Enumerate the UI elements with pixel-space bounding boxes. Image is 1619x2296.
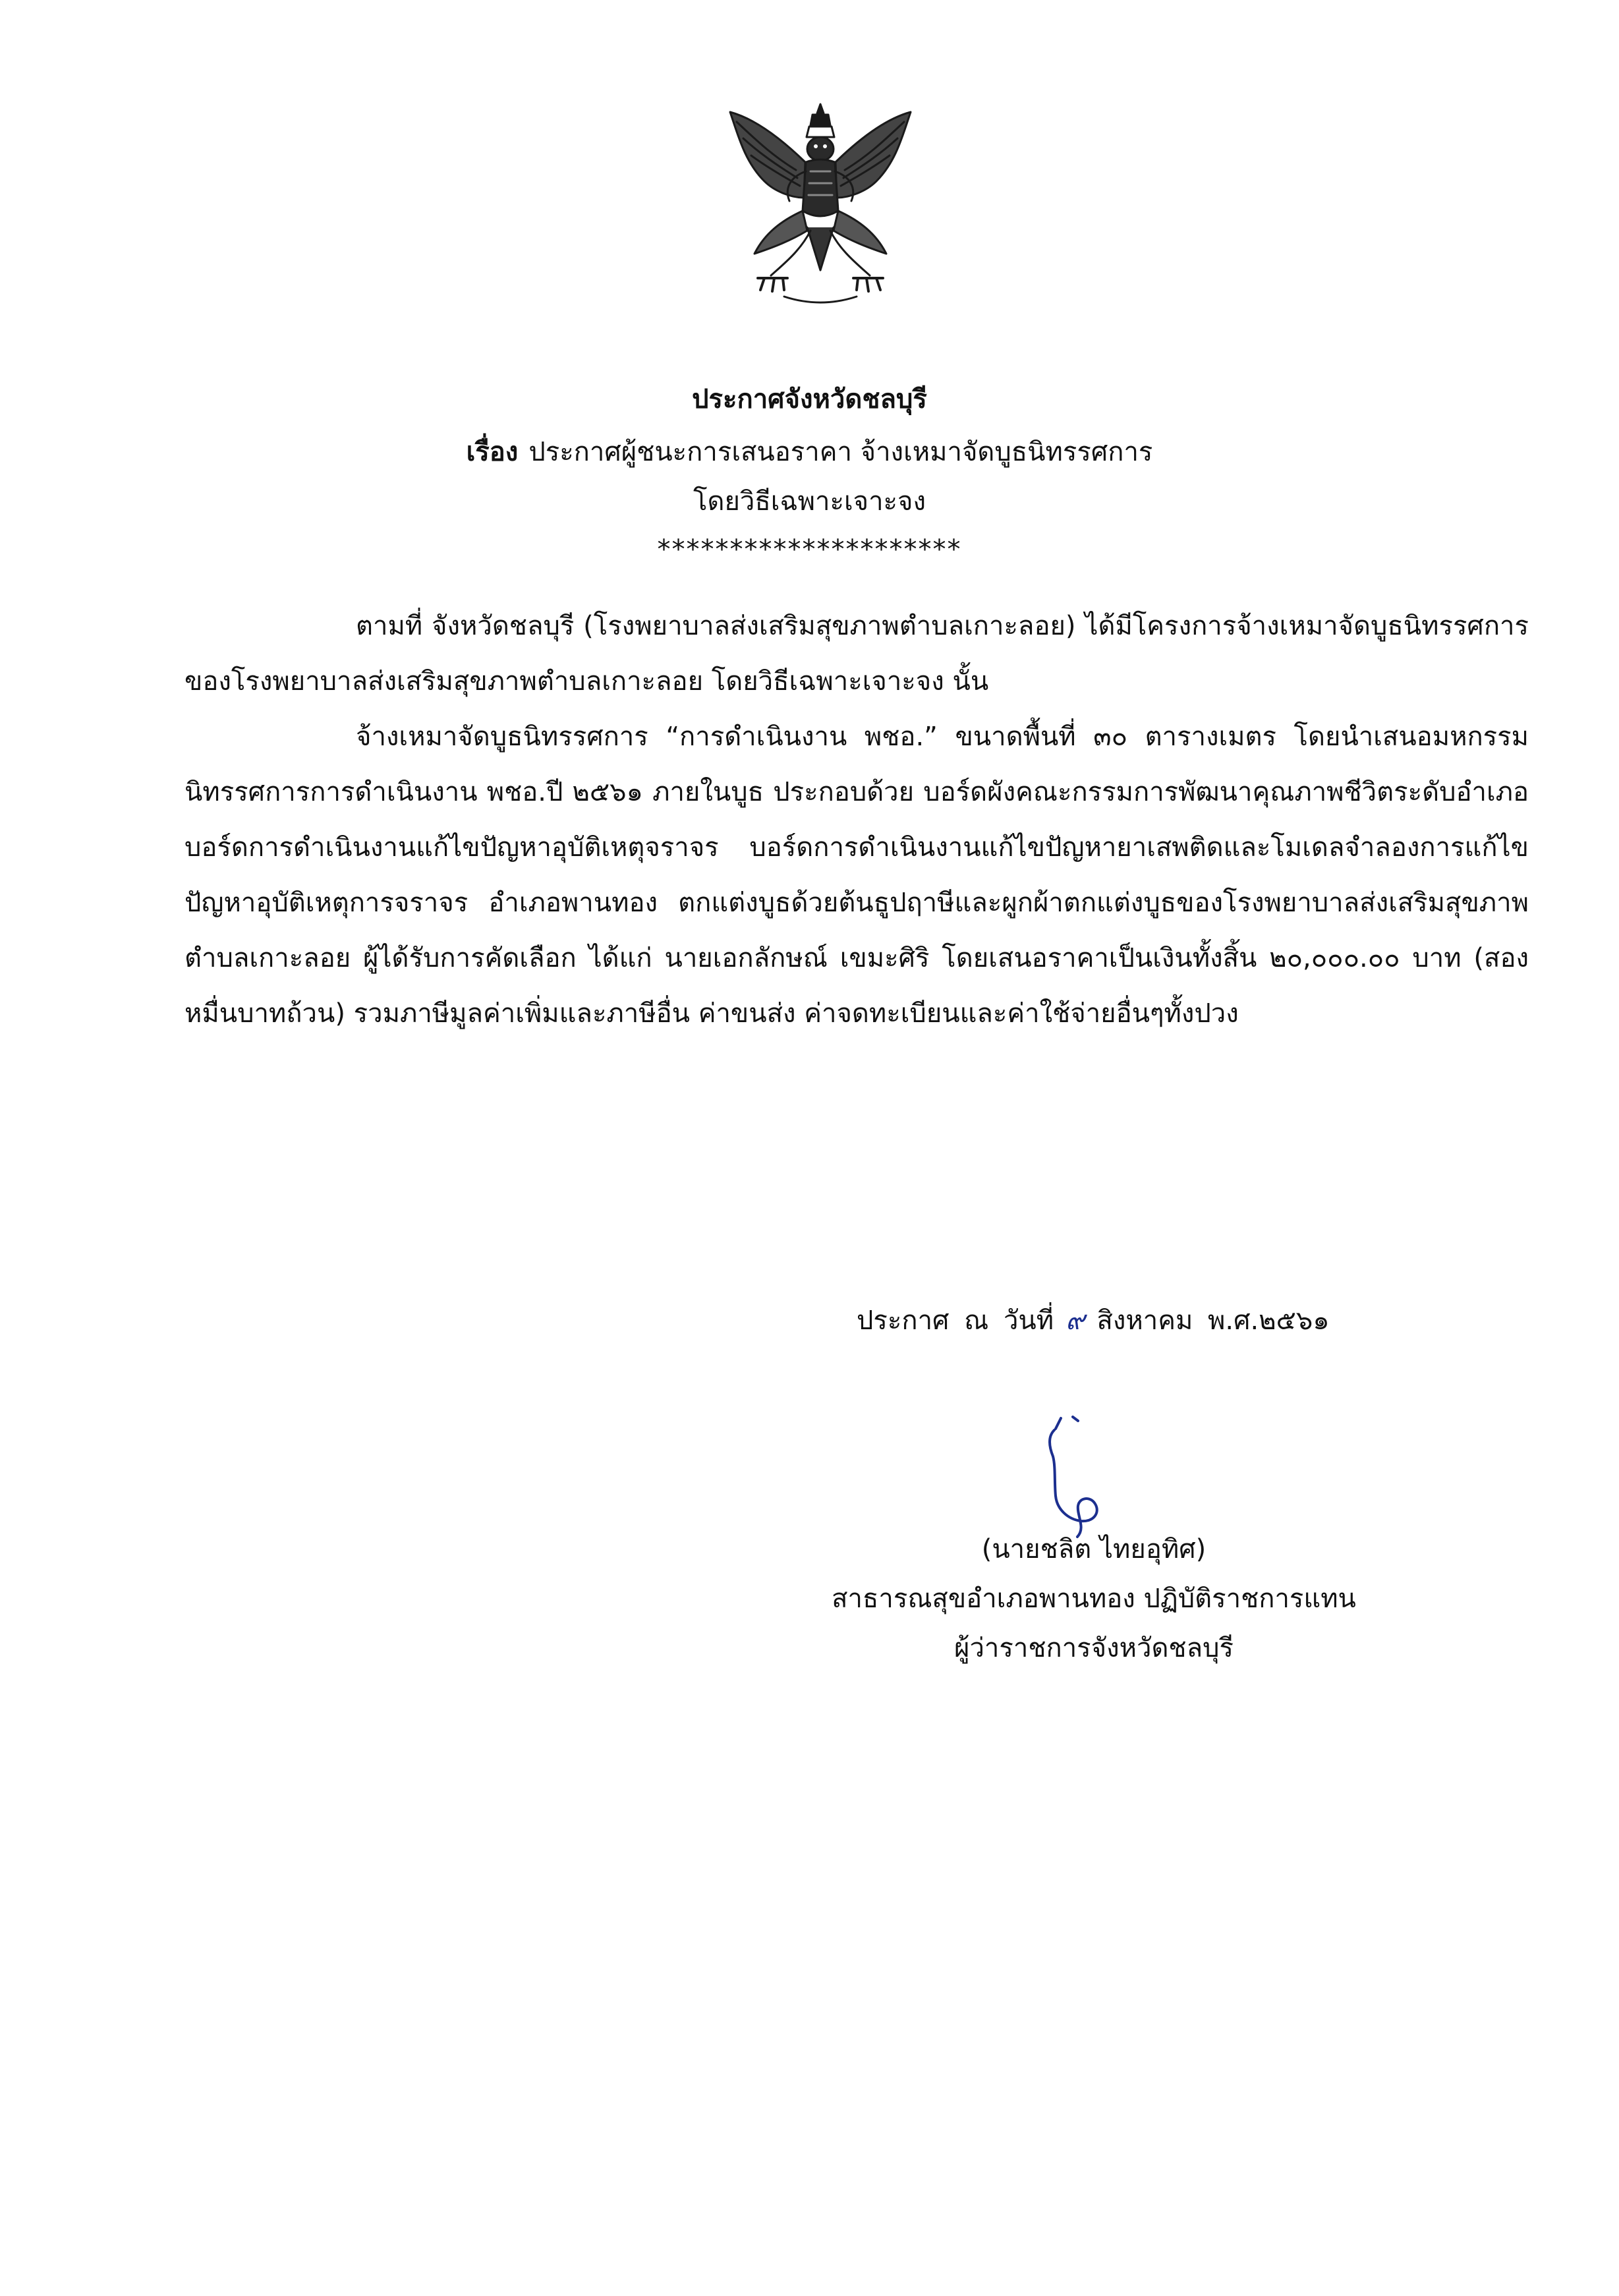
procurement-method: โดยวิธีเฉพาะเจาะจง (693, 486, 926, 517)
body-paragraph-1: ตามที่ จังหวัดชลบุรี (โรงพยาบาลส่งเสริมสุขภาพตำบลเกาะลอย) ได้มีโครงการจ้างเหมาจัดบูธนิทรรศการของโรงพยาบาลส่งเสริมสุขภาพตำบลเกาะลอย โดยวิธีเฉพาะเจาะจง นั้น (185, 611, 1529, 697)
body-paragraph-2: จ้างเหมาจัดบูธนิทรรศการ “การดำเนินงาน พชอ.” ขนาดพื้นที่ ๓๐ ตารางเมตร โดยนำเสนอมหกรรมนิทรรศการการดำเนินงาน พชอ.ปี ๒๕๖๑ ภายในบูธ ประกอบด้วย บอร์ดผังคณะกรรมการพัฒนาคุณภาพชีวิตระดับอำเภอ บอร์ดการดำเนินงานแก้ไขปัญหาอุบัติเหตุจราจร บอร์ดการดำเนินงานแก้ไขปัญหายาเสพติดและโมเดลจำลองการแก้ไขปัญหาอุบัติเหตุการจราจร อำเภอพานทอง ตกแต่งบูธด้วยต้นธูปฤาษีและผูกผ้าตกแต่งบูธของโรงพยาบาลส่งเสริมสุขภาพตำบลเกาะลอย ผู้ได้รับการคัดเลือก ได้แก่ นายเอกลักษณ์ เขมะศิริ โดยเสนอราคาเป็นเงินทั้งสิ้น ๒๐,๐๐๐.๐๐ บาท (สองหมื่นบาทถ้วน) รวมภาษีมูลค่าเพิ่มและภาษีอื่น ค่าขนส่ง ค่าจดทะเบียนและค่าใช้จ่ายอื่นๆทั้งปวง (185, 722, 1529, 1029)
handwritten-signature (1015, 1410, 1140, 1542)
date-prefix: ประกาศ ณ วันที่ (857, 1306, 1054, 1336)
signer-name: (นายชลิต ไทยอุทิศ) (981, 1534, 1207, 1564)
signer-position-1: สาธารณสุขอำเภอพานทอง ปฏิบัติราชการแทน (832, 1584, 1356, 1614)
subject-line (0, 435, 1619, 469)
header-separator: ********************* (657, 534, 962, 565)
date-month-year: สิงหาคม พ.ศ.๒๕๖๑ (1096, 1306, 1330, 1336)
announcement-title: ประกาศจังหวัดชลบุรี (692, 384, 927, 415)
date-line (857, 1304, 1330, 1338)
signer-position-2: ผู้ว่าราชการจังหวัดชลบุรี (954, 1633, 1234, 1663)
date-day-handwritten: ๙ (1065, 1306, 1085, 1336)
garuda-emblem-icon (718, 99, 923, 313)
subject-text: ประกาศผู้ชนะการเสนอราคา จ้างเหมาจัดบูธนิทรรศการ (528, 437, 1153, 467)
subject-label: เรื่อง (466, 437, 519, 467)
